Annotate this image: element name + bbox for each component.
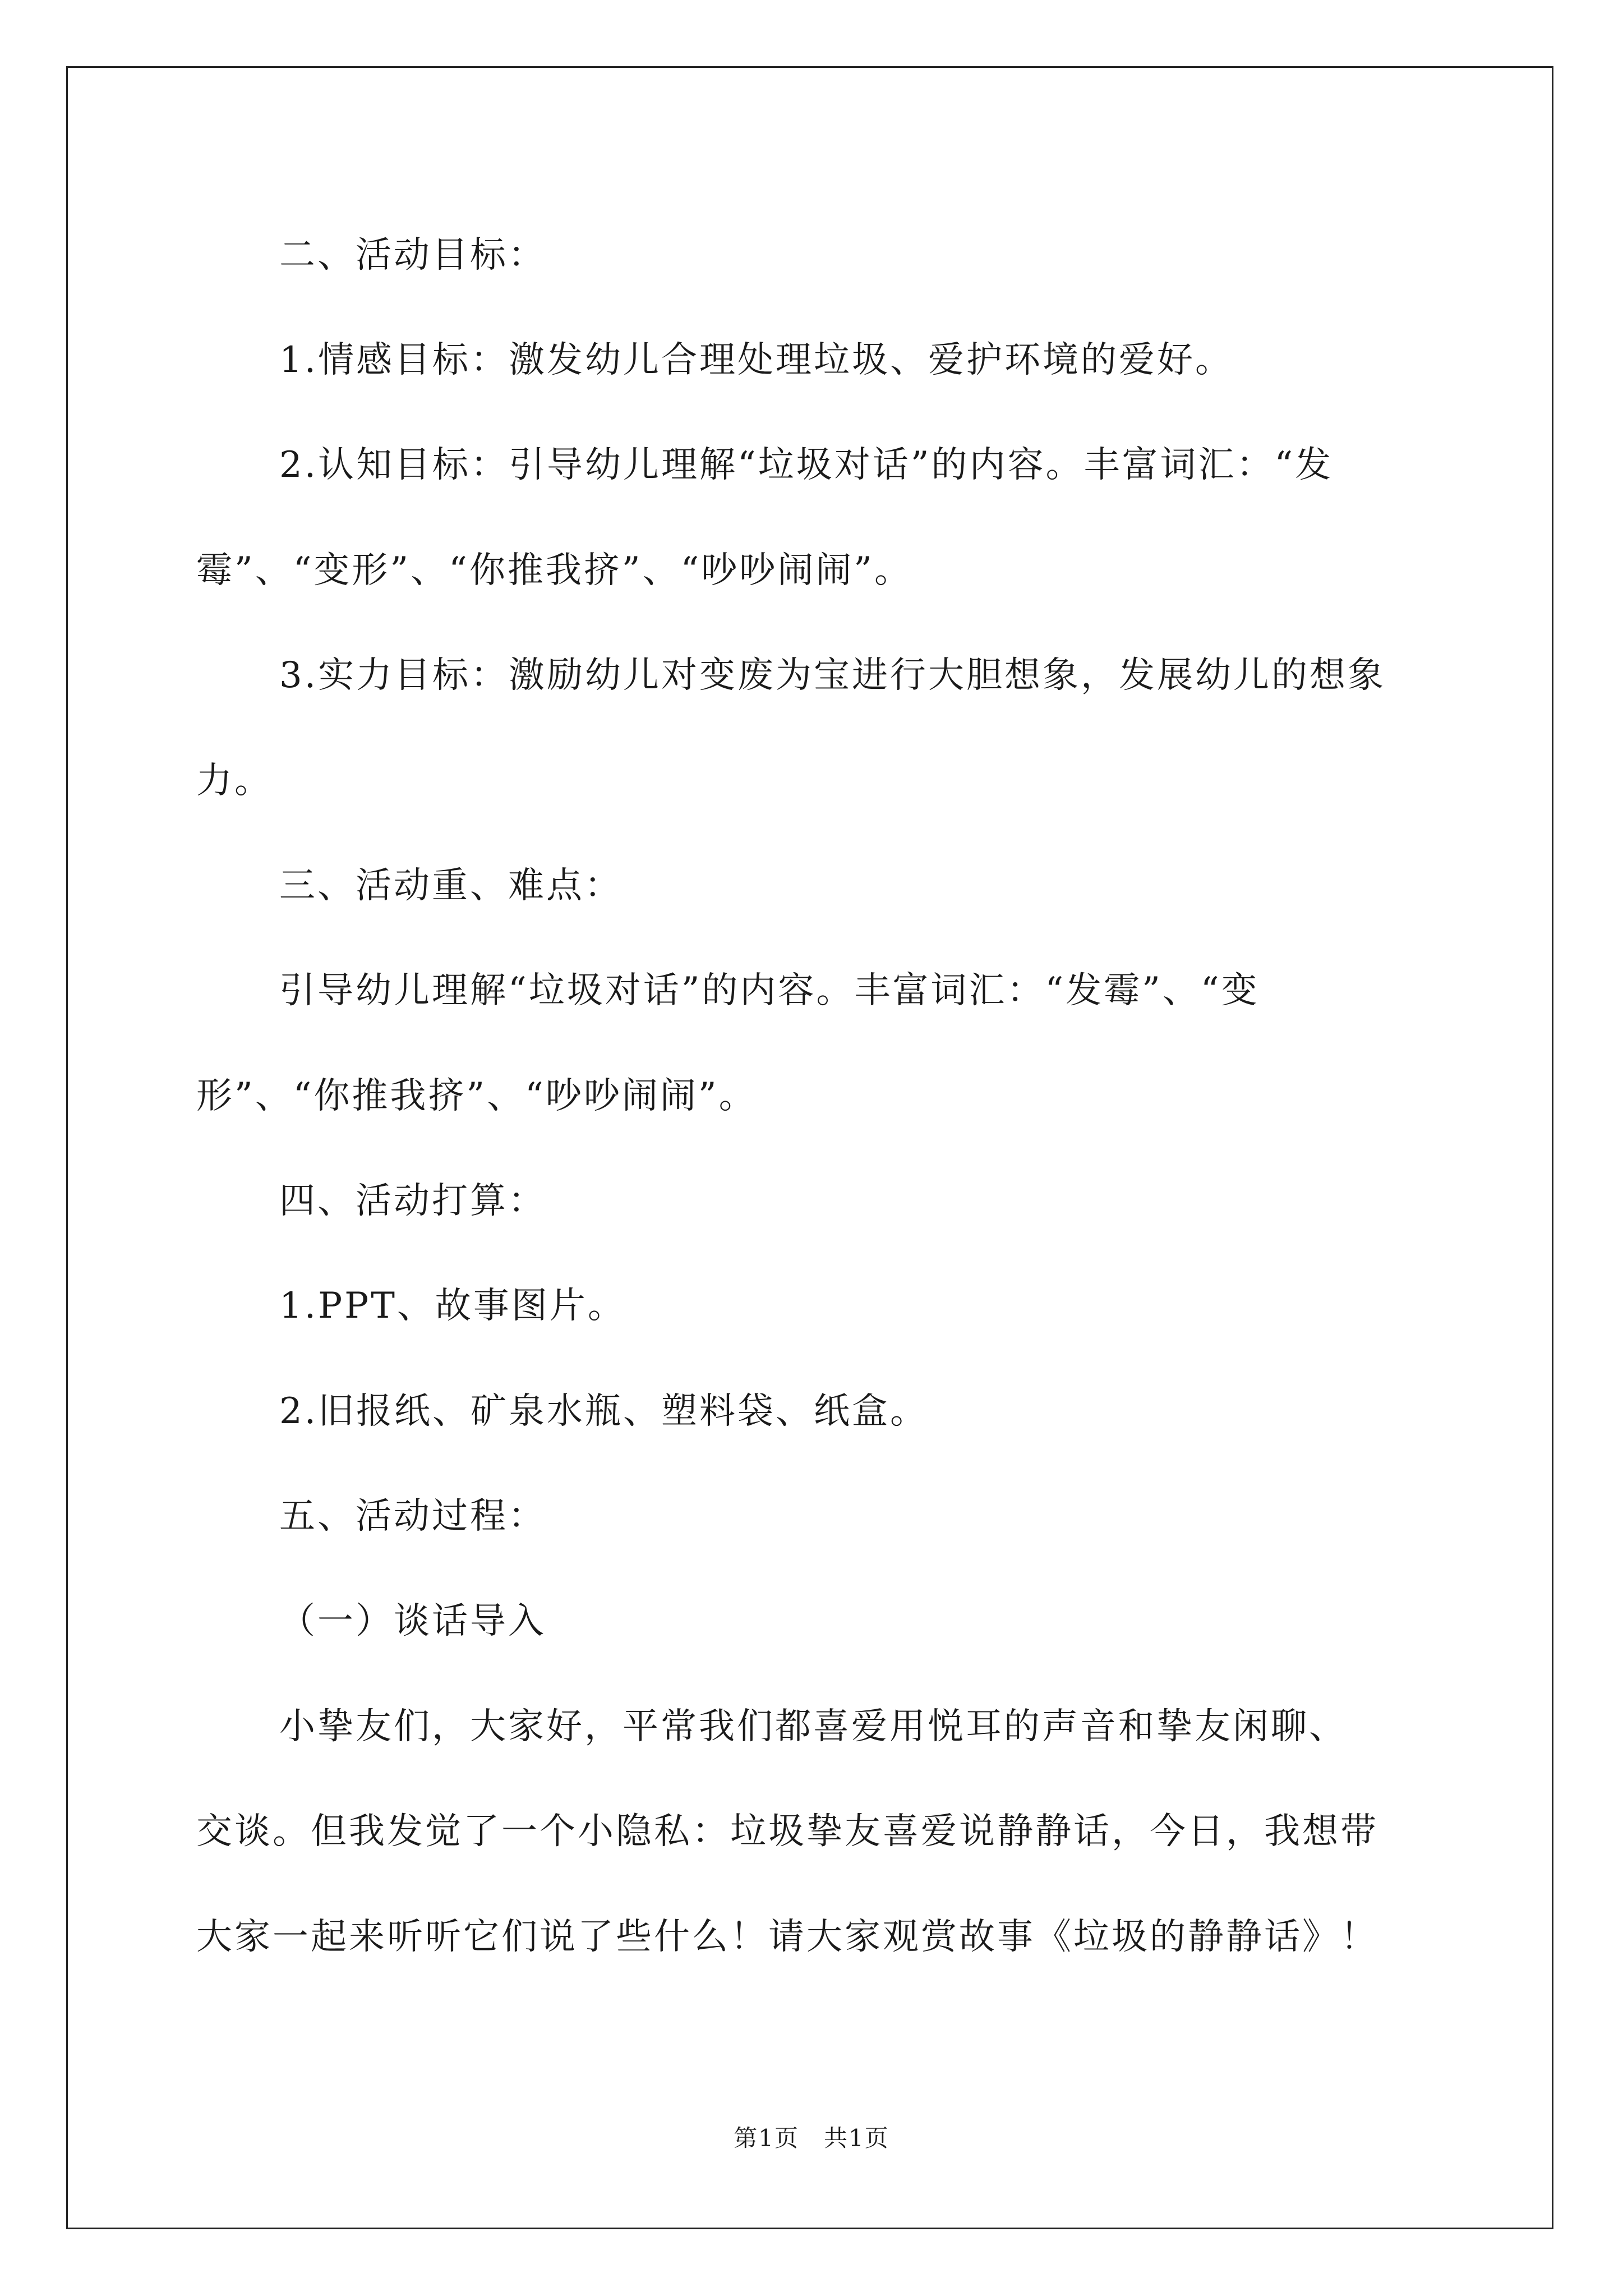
paragraph-line: 霉”、“变形”、“你推我挤”、“吵吵闹闹”。 xyxy=(196,550,913,591)
page-footer: 第1页 共1页 xyxy=(734,2124,889,2152)
paragraph-line: 2.旧报纸、矿泉水瓶、塑料袋、纸盒。 xyxy=(279,1391,929,1432)
paragraph-line: 1.情感目标：激发幼儿合理处理垃圾、爱护环境的爱好。 xyxy=(279,339,1234,381)
paragraph-line: 1.PPT、故事图片。 xyxy=(279,1285,626,1327)
paragraph-line: 3.实力目标：激励幼儿对变废为宝进行大胆想象，发展幼儿的想象 xyxy=(279,655,1386,696)
page-border xyxy=(66,66,1553,2229)
section-heading-preparation: 四、活动打算： xyxy=(279,1180,546,1222)
section-heading-goals: 二、活动目标： xyxy=(279,234,546,276)
paragraph-line: 小挚友们，大家好，平常我们都喜爱用悦耳的声音和挚友闲聊、 xyxy=(279,1706,1347,1747)
section-heading-key-points: 三、活动重、难点： xyxy=(279,865,623,907)
paragraph-line: 力。 xyxy=(196,760,273,802)
paragraph-line: 形”、“你推我挤”、“吵吵闹闹”。 xyxy=(196,1075,757,1117)
paragraph-line: 引导幼儿理解“垃圾对话”的内容。丰富词汇：“发霉”、“变 xyxy=(279,970,1260,1011)
paragraph-line: 2.认知目标：引导幼儿理解“垃圾对话”的内容。丰富词汇：“发 xyxy=(279,444,1334,486)
section-heading-process: 五、活动过程： xyxy=(279,1496,546,1537)
subsection-heading: （一）谈话导入 xyxy=(279,1600,546,1642)
paragraph-line: 大家一起来听听它们说了些什么！请大家观赏故事《垃圾的静静话》！ xyxy=(196,1916,1378,1958)
paragraph-line: 交谈。但我发觉了一个小隐私：垃圾挚友喜爱说静静话，今日，我想带 xyxy=(196,1811,1378,1852)
